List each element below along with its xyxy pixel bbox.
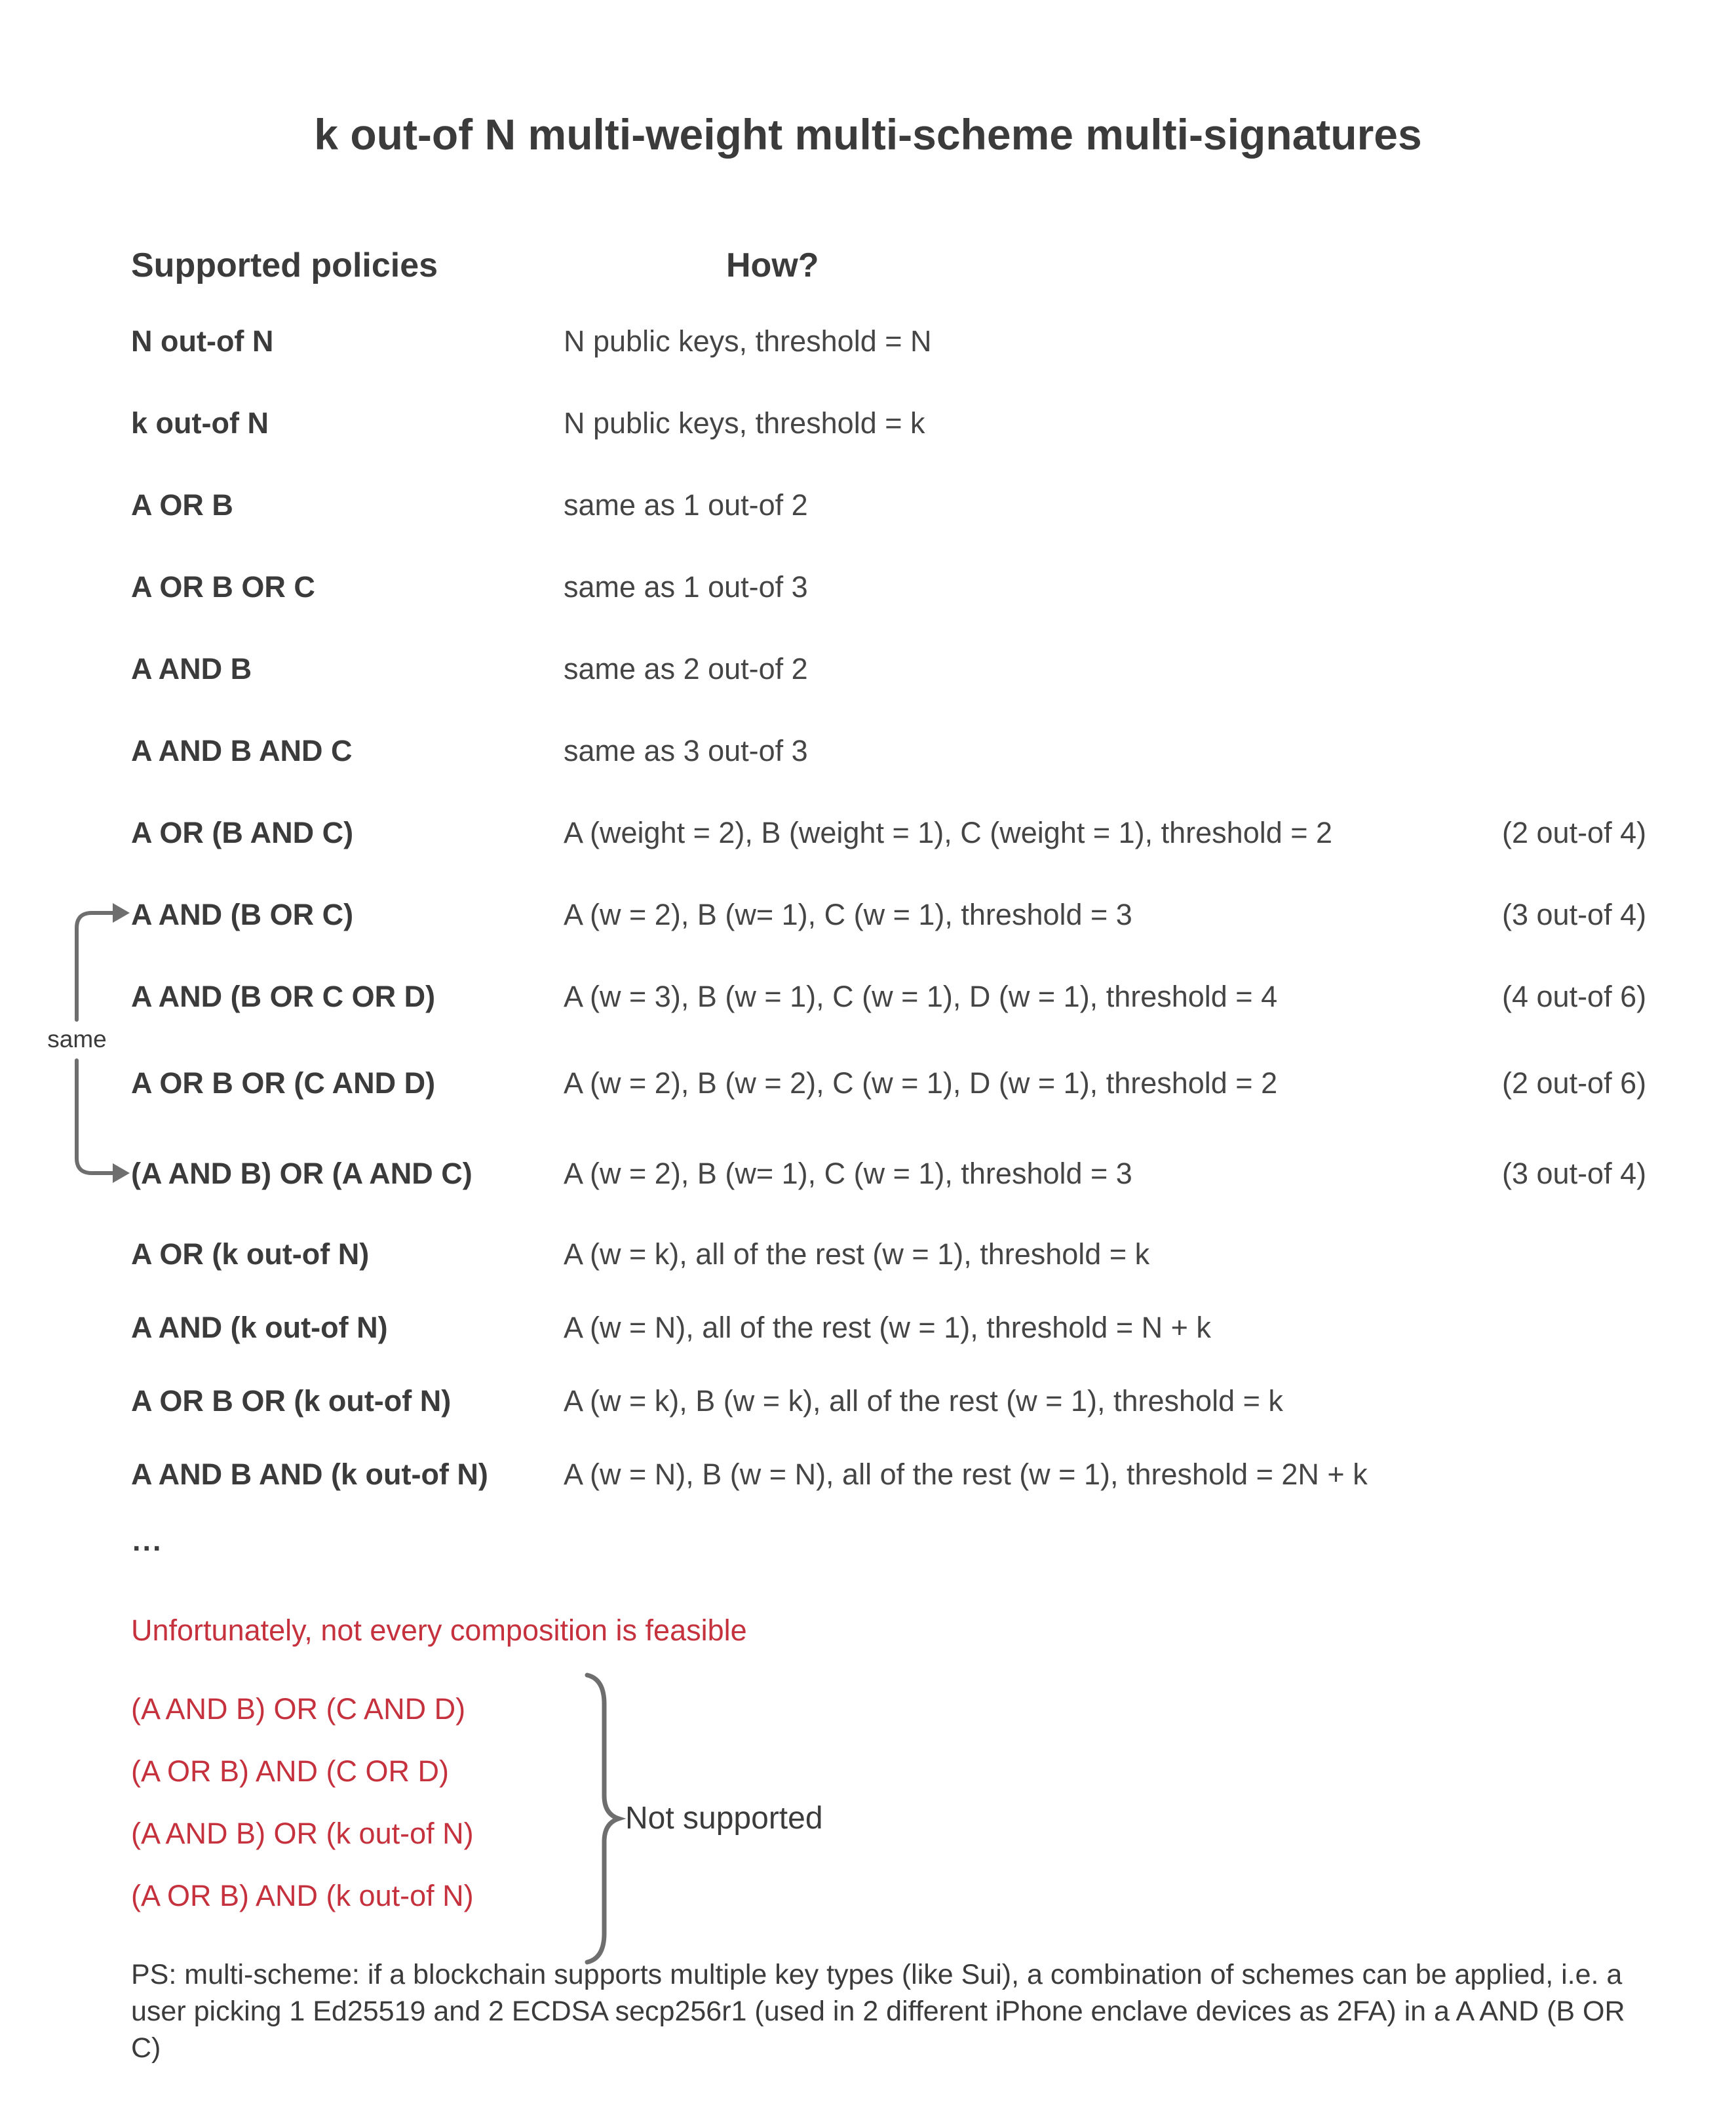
how-cell: A (w = 2), B (w= 1), C (w = 1), threshold = 3 bbox=[564, 1156, 1132, 1190]
note-cell: (4 out-of 6) bbox=[1502, 979, 1647, 1013]
how-cell: A (w = k), all of the rest (w = 1), threshold = k bbox=[564, 1237, 1150, 1271]
note-cell: (2 out-of 6) bbox=[1502, 1066, 1647, 1100]
unsupported-item: (A OR B) AND (C OR D) bbox=[131, 1754, 450, 1788]
how-cell: same as 1 out-of 3 bbox=[564, 570, 808, 604]
how-column-header: How? bbox=[726, 246, 819, 284]
how-cell: A (w = N), B (w = N), all of the rest (w = 1), threshold = 2N + k bbox=[564, 1458, 1368, 1491]
how-cell: A (w = N), all of the rest (w = 1), threshold = N + k bbox=[564, 1311, 1211, 1344]
policy-column-header: Supported policies bbox=[131, 246, 438, 284]
unsupported-heading: Unfortunately, not every composition is feasible bbox=[131, 1614, 747, 1647]
how-cell: same as 3 out-of 3 bbox=[564, 733, 808, 767]
how-cell: A (w = 2), B (w = 2), C (w = 1), D (w = 1), threshold = 2 bbox=[564, 1066, 1278, 1100]
policy-cell: A OR (k out-of N) bbox=[131, 1237, 370, 1271]
policy-cell: (A AND B) OR (A AND C) bbox=[131, 1156, 473, 1190]
table-row bbox=[0, 792, 1736, 874]
table-row bbox=[0, 874, 1736, 956]
policy-cell: A AND B AND C bbox=[131, 733, 353, 767]
table-row bbox=[0, 300, 1736, 382]
how-cell: same as 2 out-of 2 bbox=[564, 651, 808, 686]
note-cell: (3 out-of 4) bbox=[1502, 897, 1647, 931]
unsupported-item: (A AND B) OR (C AND D) bbox=[131, 1692, 466, 1726]
policy-cell: A AND (B OR C) bbox=[131, 897, 354, 931]
same-annotation-label: same bbox=[33, 1024, 121, 1055]
not-supported-label: Not supported bbox=[625, 1801, 823, 1836]
how-cell: N public keys, threshold = N bbox=[564, 324, 932, 358]
table-row bbox=[0, 956, 1736, 1037]
table-row bbox=[0, 1037, 1736, 1129]
not-supported-brace bbox=[587, 1675, 619, 1962]
how-cell: A (w = 2), B (w= 1), C (w = 1), threshold = 3 bbox=[564, 897, 1132, 931]
policy-cell: k out-of N bbox=[131, 406, 269, 440]
how-cell: A (w = 3), B (w = 1), C (w = 1), D (w = 1), threshold = 4 bbox=[564, 979, 1278, 1013]
how-cell: same as 1 out-of 2 bbox=[564, 488, 808, 522]
unsupported-item: (A OR B) AND (k out-of N) bbox=[131, 1879, 474, 1912]
table-row bbox=[0, 1438, 1736, 1511]
table-row bbox=[0, 546, 1736, 628]
table-row bbox=[0, 1218, 1736, 1291]
policy-cell: A OR B OR (k out-of N) bbox=[131, 1384, 452, 1418]
policy-cell: A AND B AND (k out-of N) bbox=[131, 1458, 488, 1491]
table-row bbox=[0, 628, 1736, 710]
how-cell: N public keys, threshold = k bbox=[564, 406, 925, 440]
policy-table bbox=[0, 300, 1736, 1511]
unsupported-item: (A AND B) OR (k out-of N) bbox=[131, 1817, 474, 1850]
how-cell: A (w = k), B (w = k), all of the rest (w = 1), threshold = k bbox=[564, 1384, 1283, 1418]
policy-cell: A AND (k out-of N) bbox=[131, 1311, 388, 1344]
table-row bbox=[0, 1129, 1736, 1218]
ps-note: PS: multi-scheme: if a blockchain supports multiple key types (like Sui), a combination of schemes can be applied, i.e. a user picking 1 Ed25519 and 2 ECDSA secp256r1 (used in 2 different iPhone enclave devices as 2FA) in a A AND (B OR C) bbox=[131, 1959, 1625, 2064]
policy-cell: A OR B OR (C AND D) bbox=[131, 1066, 436, 1100]
note-cell: (2 out-of 4) bbox=[1502, 815, 1647, 849]
policy-cell: A OR B OR C bbox=[131, 570, 315, 604]
how-cell: A (weight = 2), B (weight = 1), C (weight = 1), threshold = 2 bbox=[564, 815, 1333, 849]
policy-cell: A OR B bbox=[131, 488, 233, 522]
policy-cell: N out-of N bbox=[131, 324, 274, 358]
table-row bbox=[0, 382, 1736, 464]
unsupported-list bbox=[131, 1691, 474, 1940]
table-row bbox=[0, 1291, 1736, 1364]
table-row bbox=[0, 464, 1736, 546]
page-title: k out-of N multi-weight multi-scheme multi-signatures bbox=[314, 110, 1422, 159]
table-row bbox=[0, 710, 1736, 792]
table-continuation-ellipsis: ... bbox=[132, 1524, 163, 1557]
policy-cell: A OR (B AND C) bbox=[131, 815, 354, 849]
policy-cell: A AND B bbox=[131, 651, 252, 686]
note-cell: (3 out-of 4) bbox=[1502, 1156, 1647, 1190]
table-row bbox=[0, 1364, 1736, 1438]
policy-cell: A AND (B OR C OR D) bbox=[131, 979, 436, 1013]
